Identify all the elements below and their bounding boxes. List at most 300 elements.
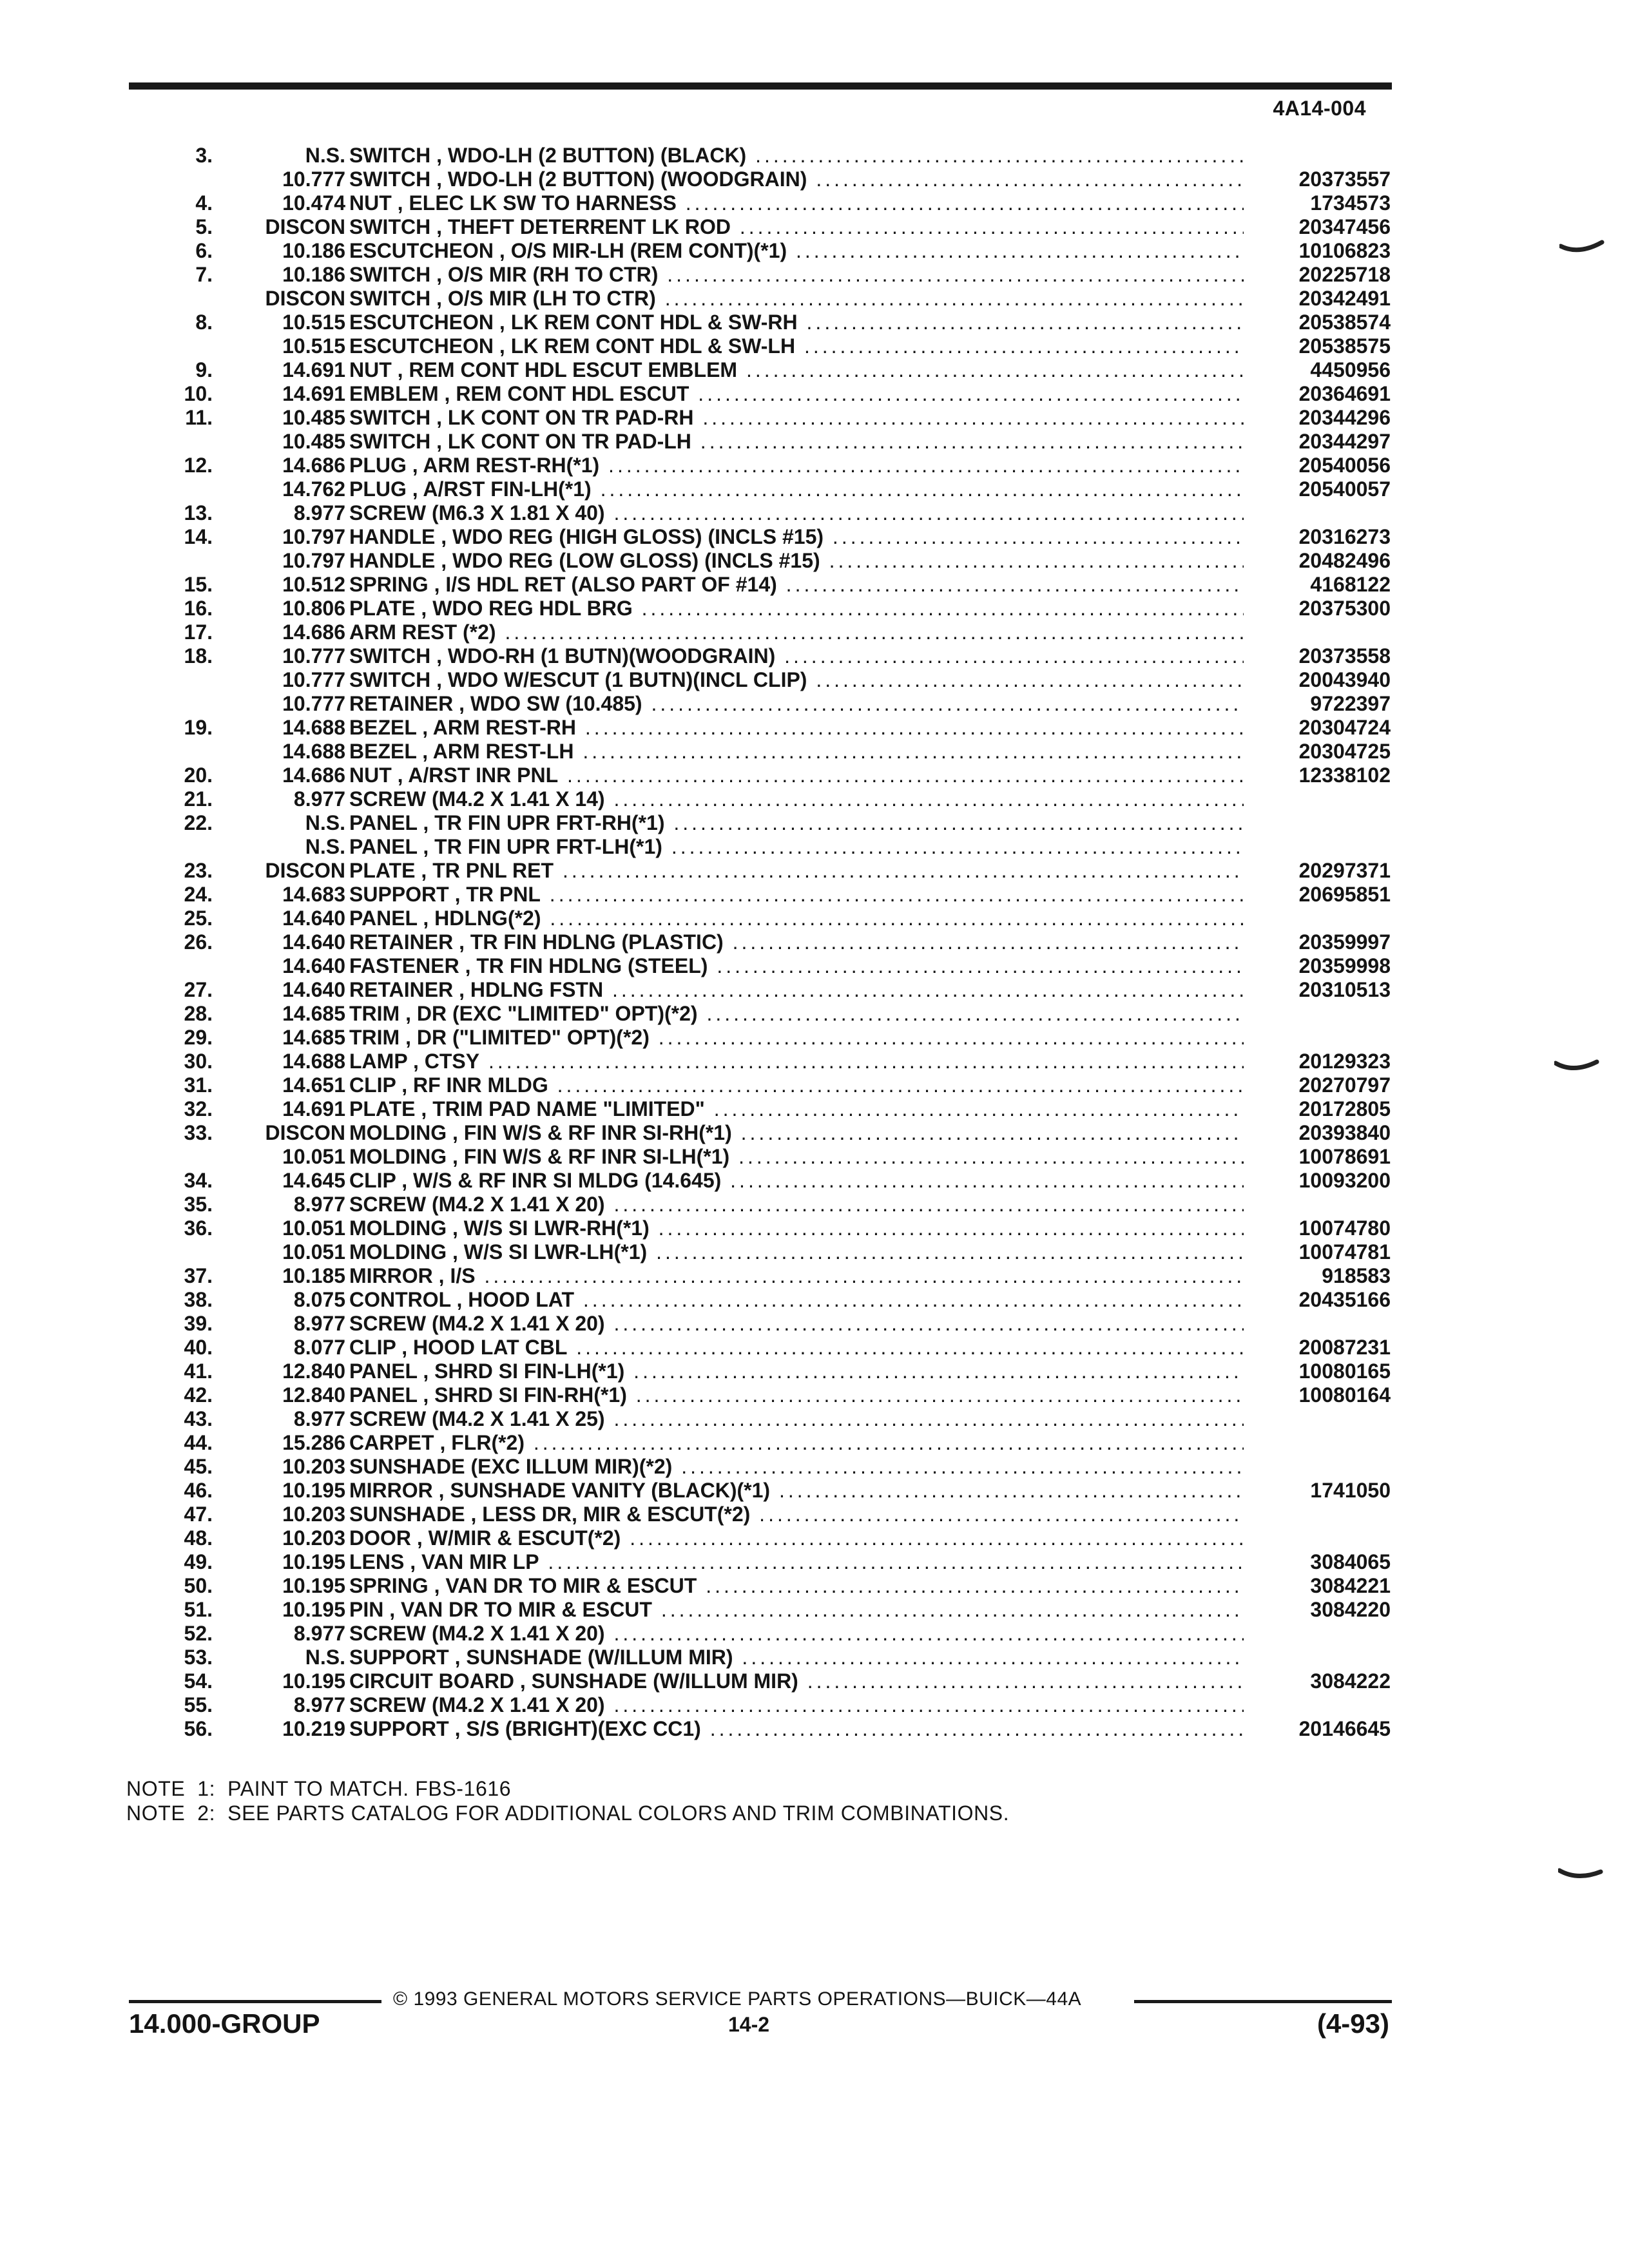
group-number: DISCON [265,859,345,882]
part-number: 20043940 [1298,668,1391,691]
group-number: N.S. [305,144,345,167]
ref-number: 41. [184,1360,213,1383]
ref-number: 50. [184,1574,213,1597]
ref-number: 19. [184,716,213,739]
part-description: BEZEL , ARM REST-LH ..... [349,740,1244,764]
group-number: 10.777 [282,692,345,715]
part-number: 10078691 [1298,1145,1391,1168]
edge-mark-1 [1559,238,1605,258]
group-number: 10.051 [282,1145,345,1168]
part-row [142,1383,1405,1407]
part-number: 3084222 [1310,1669,1391,1693]
part-description: CLIP , RF INR MLDG ..... [349,1073,1244,1097]
part-row [142,191,1405,215]
group-number: 10.051 [282,1216,345,1240]
part-description: SWITCH , O/S MIR (LH TO CTR) ..... [349,287,1244,311]
part-description: LENS , VAN MIR LP ..... [349,1550,1244,1574]
part-description: SWITCH , WDO-LH (2 BUTTON) (WOODGRAIN) ..... [349,168,1244,191]
part-row [142,1312,1405,1336]
group-number: 10.203 [282,1526,345,1550]
group-number: 10.777 [282,644,345,668]
part-description: MIRROR , SUNSHADE VANITY (BLACK)(*1) ..... [349,1479,1244,1503]
ref-number: 21. [184,787,213,811]
part-row [142,382,1405,406]
part-row [142,477,1405,501]
part-description: ESCUTCHEON , LK REM CONT HDL & SW-LH ..... [349,334,1244,358]
part-description: MOLDING , FIN W/S & RF INR SI-RH(*1) ..... [349,1121,1244,1145]
part-description: SCREW (M4.2 X 1.41 X 20) ..... [349,1312,1244,1336]
part-row [142,1264,1405,1288]
part-number: 20373557 [1298,168,1391,191]
part-number: 20538574 [1298,311,1391,334]
group-number: DISCON [265,287,345,310]
ref-number: 9. [195,358,213,381]
part-number: 20344296 [1298,406,1391,429]
part-row [142,1407,1405,1431]
part-row [142,620,1405,644]
part-description: SUPPORT , S/S (BRIGHT)(EXC CC1) ..... [349,1717,1244,1741]
group-number: N.S. [305,1646,345,1669]
part-number: 20482496 [1298,549,1391,572]
footer-group: 14.000-GROUP [129,2008,320,2039]
part-description: SCREW (M4.2 X 1.41 X 20) ..... [349,1622,1244,1646]
group-number: 10.219 [282,1717,345,1740]
part-row [142,287,1405,311]
part-description: ESCUTCHEON , LK REM CONT HDL & SW-RH ..... [349,311,1244,334]
part-row [142,644,1405,668]
part-number: 20344297 [1298,430,1391,453]
edge-mark-3 [1558,1865,1603,1885]
part-description: TRIM , DR ("LIMITED" OPT)(*2) ..... [349,1026,1244,1050]
group-number: 14.645 [282,1169,345,1192]
part-description: CARPET , FLR(*2) ..... [349,1431,1244,1455]
part-row [142,1050,1405,1073]
ref-number: 36. [184,1216,213,1240]
group-number: 10.485 [282,406,345,429]
group-number: DISCON [265,1121,345,1144]
part-number: 20695851 [1298,883,1391,906]
part-description: PIN , VAN DR TO MIR & ESCUT ..... [349,1598,1244,1622]
part-row [142,501,1405,525]
group-number: 8.977 [293,1622,345,1645]
part-number: 20297371 [1298,859,1391,882]
part-number: 10074781 [1298,1240,1391,1264]
ref-number: 16. [184,597,213,620]
part-row [142,1002,1405,1026]
part-description: HANDLE , WDO REG (LOW GLOSS) (INCLS #15) ..... [349,549,1244,573]
ref-number: 39. [184,1312,213,1335]
part-description: SWITCH , WDO-RH (1 BUTN)(WOODGRAIN) ..... [349,644,1244,668]
part-number: 20347456 [1298,215,1391,238]
part-number: 10080165 [1298,1360,1391,1383]
part-description: ESCUTCHEON , O/S MIR-LH (REM CONT)(*1) ..... [349,239,1244,263]
group-number: 8.977 [293,501,345,524]
part-description: EMBLEM , REM CONT HDL ESCUT ..... [349,382,1244,406]
part-description: CLIP , W/S & RF INR SI MLDG (14.645) ..... [349,1169,1244,1193]
part-description: MOLDING , W/S SI LWR-LH(*1) ..... [349,1240,1244,1264]
part-row [142,1073,1405,1097]
part-number: 20359997 [1298,930,1391,954]
top-rule [129,82,1392,90]
part-row [142,1097,1405,1121]
group-number: 10.515 [282,334,345,358]
part-description: PLUG , ARM REST-RH(*1) ..... [349,454,1244,477]
note-line: NOTE 1: PAINT TO MATCH. FBS-1616 [126,1777,512,1800]
part-number: 20129323 [1298,1050,1391,1073]
part-number: 12338102 [1298,764,1391,787]
ref-number: 23. [184,859,213,882]
part-description: HANDLE , WDO REG (HIGH GLOSS) (INCLS #15) ..... [349,525,1244,549]
group-number: 10.195 [282,1574,345,1597]
part-row [142,1193,1405,1216]
part-number: 20225718 [1298,263,1391,286]
part-number: 20540056 [1298,454,1391,477]
group-number: 10.512 [282,573,345,596]
ref-number: 3. [195,144,213,167]
ref-number: 27. [184,978,213,1001]
part-description: MIRROR , I/S ..... [349,1264,1244,1288]
part-description: ARM REST (*2) ..... [349,620,1244,644]
part-number: 20359998 [1298,954,1391,977]
ref-number: 18. [184,644,213,668]
part-row [142,1145,1405,1169]
part-row [142,883,1405,907]
group-number: DISCON [265,215,345,238]
part-number: 10093200 [1298,1169,1391,1192]
part-row [142,168,1405,191]
part-description: SUPPORT , SUNSHADE (W/ILLUM MIR) ..... [349,1646,1244,1669]
part-row [142,1503,1405,1526]
part-row [142,859,1405,883]
note-line: NOTE 2: SEE PARTS CATALOG FOR ADDITIONAL COLORS AND TRIM COMBINATIONS. [126,1802,1010,1825]
part-row [142,1121,1405,1145]
group-number: 10.485 [282,430,345,453]
group-number: 10.186 [282,263,345,286]
ref-number: 10. [184,382,213,405]
part-row [142,1622,1405,1646]
group-number: 14.762 [282,477,345,501]
ref-number: 13. [184,501,213,524]
part-description: SWITCH , LK CONT ON TR PAD-LH ..... [349,430,1244,454]
part-description: LAMP , CTSY ..... [349,1050,1244,1073]
part-row [142,716,1405,740]
part-description: SUPPORT , TR PNL ..... [349,883,1244,907]
part-row [142,334,1405,358]
ref-number: 6. [195,239,213,262]
part-description: SPRING , VAN DR TO MIR & ESCUT ..... [349,1574,1244,1598]
part-description: PANEL , TR FIN UPR FRT-RH(*1) ..... [349,811,1244,835]
part-row [142,1669,1405,1693]
ref-number: 12. [184,454,213,477]
part-number: 20310513 [1298,978,1391,1001]
part-number: 918583 [1322,1264,1391,1287]
part-number: 10074780 [1298,1216,1391,1240]
part-row [142,907,1405,930]
ref-number: 33. [184,1121,213,1144]
group-number: 14.691 [282,358,345,381]
part-row [142,1479,1405,1503]
group-number: 14.691 [282,1097,345,1120]
page-code: 4A14-004 [1273,97,1366,120]
group-number: 12.840 [282,1383,345,1407]
part-description: PLATE , TRIM PAD NAME "LIMITED" ..... [349,1097,1244,1121]
part-description: PANEL , HDLNG(*2) ..... [349,907,1244,930]
parts-list [142,144,1405,1741]
part-description: CONTROL , HOOD LAT ..... [349,1288,1244,1312]
group-number: 10.515 [282,311,345,334]
ref-number: 30. [184,1050,213,1073]
group-number: 10.203 [282,1503,345,1526]
ref-number: 5. [195,215,213,238]
group-number: 14.640 [282,954,345,977]
group-number: 8.977 [293,1193,345,1216]
ref-number: 26. [184,930,213,954]
part-description: SWITCH , WDO-LH (2 BUTTON) (BLACK) ..... [349,144,1244,168]
ref-number: 35. [184,1193,213,1216]
part-row [142,1598,1405,1622]
group-number: 14.686 [282,764,345,787]
part-number: 20146645 [1298,1717,1391,1740]
part-description: SWITCH , O/S MIR (RH TO CTR) ..... [349,263,1244,287]
part-row [142,978,1405,1002]
part-row [142,454,1405,477]
part-row [142,573,1405,597]
part-number: 20393840 [1298,1121,1391,1144]
part-row [142,930,1405,954]
group-number: 14.683 [282,883,345,906]
part-description: BEZEL , ARM REST-RH ..... [349,716,1244,740]
group-number: 8.977 [293,1407,345,1430]
part-row [142,406,1405,430]
ref-number: 40. [184,1336,213,1359]
group-number: 14.688 [282,1050,345,1073]
notes [126,1776,1415,1825]
part-row [142,239,1405,263]
ref-number: 7. [195,263,213,286]
part-row [142,740,1405,764]
ref-number: 32. [184,1097,213,1120]
group-number: 10.777 [282,668,345,691]
part-number: 20375300 [1298,597,1391,620]
part-number: 20364691 [1298,382,1391,405]
ref-number: 47. [184,1503,213,1526]
group-number: 10.797 [282,525,345,548]
footer-rule-left [129,2000,381,2003]
part-number: 20316273 [1298,525,1391,548]
part-row [142,1574,1405,1598]
part-row [142,1026,1405,1050]
part-row [142,263,1405,287]
group-number: 8.977 [293,787,345,811]
group-number: 10.806 [282,597,345,620]
copyright-line: © 1993 GENERAL MOTORS SERVICE PARTS OPERATIONS—BUICK—44A [393,1988,1082,2010]
ref-number: 44. [184,1431,213,1454]
footer-rule-right [1134,2000,1392,2003]
ref-number: 15. [184,573,213,596]
ref-number: 53. [184,1646,213,1669]
part-description: PLATE , TR PNL RET ..... [349,859,1244,883]
ref-number: 38. [184,1288,213,1311]
part-row [142,668,1405,692]
ref-number: 56. [184,1717,213,1740]
ref-number: 11. [185,406,213,429]
part-description: RETAINER , HDLNG FSTN ..... [349,978,1244,1002]
ref-number: 52. [184,1622,213,1645]
ref-number: 20. [184,764,213,787]
ref-number: 54. [184,1669,213,1693]
ref-number: 51. [184,1598,213,1621]
part-row [142,787,1405,811]
part-number: 1741050 [1310,1479,1391,1502]
part-number: 3084065 [1310,1550,1391,1573]
ref-number: 55. [184,1693,213,1716]
part-number: 3084220 [1310,1598,1391,1621]
part-row [142,525,1405,549]
part-description: SWITCH , LK CONT ON TR PAD-RH ..... [349,406,1244,430]
part-description: NUT , ELEC LK SW TO HARNESS ..... [349,191,1244,215]
part-number: 20373558 [1298,644,1391,668]
part-description: RETAINER , TR FIN HDLNG (PLASTIC) ..... [349,930,1244,954]
part-description: PLUG , A/RST FIN-LH(*1) ..... [349,477,1244,501]
part-number: 20435166 [1298,1288,1391,1311]
ref-number: 43. [184,1407,213,1430]
group-number: N.S. [305,811,345,834]
part-description: TRIM , DR (EXC "LIMITED" OPT)(*2) ..... [349,1002,1244,1026]
part-description: SUNSHADE , LESS DR, MIR & ESCUT(*2) ..... [349,1503,1244,1526]
part-description: SUNSHADE (EXC ILLUM MIR)(*2) ..... [349,1455,1244,1479]
part-number: 20087231 [1298,1336,1391,1359]
group-number: 10.186 [282,239,345,262]
group-number: 14.651 [282,1073,345,1097]
group-number: 8.977 [293,1312,345,1335]
part-description: SCREW (M6.3 X 1.81 X 40) ..... [349,501,1244,525]
part-description: CIRCUIT BOARD , SUNSHADE (W/ILLUM MIR) ..... [349,1669,1244,1693]
part-number: 10080164 [1298,1383,1391,1407]
part-number: 20304725 [1298,740,1391,763]
part-description: SCREW (M4.2 X 1.41 X 14) ..... [349,787,1244,811]
group-number: 14.688 [282,740,345,763]
part-row [142,1336,1405,1360]
ref-number: 49. [184,1550,213,1573]
part-row [142,311,1405,334]
group-number: 14.640 [282,930,345,954]
group-number: 10.203 [282,1455,345,1478]
part-row [142,1216,1405,1240]
group-number: 14.640 [282,907,345,930]
group-number: 14.686 [282,454,345,477]
part-description: PLATE , WDO REG HDL BRG ..... [349,597,1244,620]
ref-number: 4. [195,191,213,215]
ref-number: 29. [184,1026,213,1049]
part-description: SCREW (M4.2 X 1.41 X 25) ..... [349,1407,1244,1431]
part-number: 20304724 [1298,716,1391,739]
part-row [142,1169,1405,1193]
part-description: MOLDING , W/S SI LWR-RH(*1) ..... [349,1216,1244,1240]
footer-page-number: 14-2 [728,2013,770,2036]
part-description: SWITCH , WDO W/ESCUT (1 BUTN)(INCL CLIP) ..... [349,668,1244,692]
part-description: SWITCH , THEFT DETERRENT LK ROD ..... [349,215,1244,239]
part-row [142,1717,1405,1741]
part-description: SCREW (M4.2 X 1.41 X 20) ..... [349,1693,1244,1717]
part-row [142,1693,1405,1717]
ref-number: 48. [184,1526,213,1550]
part-description: NUT , A/RST INR PNL ..... [349,764,1244,787]
part-row [142,954,1405,978]
ref-number: 8. [195,311,213,334]
part-row [142,215,1405,239]
part-row [142,1526,1405,1550]
part-number: 20342491 [1298,287,1391,310]
part-number: 4450956 [1310,358,1391,381]
group-number: 10.195 [282,1598,345,1621]
part-description: FASTENER , TR FIN HDLNG (STEEL) ..... [349,954,1244,978]
part-row [142,764,1405,787]
ref-number: 37. [184,1264,213,1287]
group-number: N.S. [305,835,345,858]
group-number: 10.797 [282,549,345,572]
part-row [142,1455,1405,1479]
part-row [142,1360,1405,1383]
part-description: MOLDING , FIN W/S & RF INR SI-LH(*1) ..... [349,1145,1244,1169]
group-number: 8.077 [293,1336,345,1359]
part-row [142,1550,1405,1574]
group-number: 8.075 [293,1288,345,1311]
part-row [142,430,1405,454]
ref-number: 31. [184,1073,213,1097]
part-description: PANEL , SHRD SI FIN-RH(*1) ..... [349,1383,1244,1407]
group-number: 14.686 [282,620,345,644]
ref-number: 46. [184,1479,213,1502]
part-row [142,1646,1405,1669]
part-description: NUT , REM CONT HDL ESCUT EMBLEM ..... [349,358,1244,382]
part-number: 20172805 [1298,1097,1391,1120]
part-number: 20538575 [1298,334,1391,358]
part-row [142,1288,1405,1312]
part-description: SPRING , I/S HDL RET (ALSO PART OF #14) ..... [349,573,1244,597]
ref-number: 17. [184,620,213,644]
part-row [142,1431,1405,1455]
group-number: 8.977 [293,1693,345,1716]
part-row [142,1240,1405,1264]
part-number: 20540057 [1298,477,1391,501]
part-description: SCREW (M4.2 X 1.41 X 20) ..... [349,1193,1244,1216]
group-number: 14.685 [282,1026,345,1049]
part-number: 20270797 [1298,1073,1391,1097]
ref-number: 45. [184,1455,213,1478]
group-number: 10.195 [282,1669,345,1693]
ref-number: 24. [184,883,213,906]
group-number: 10.195 [282,1550,345,1573]
part-description: PANEL , SHRD SI FIN-LH(*1) ..... [349,1360,1244,1383]
part-row [142,597,1405,620]
ref-number: 22. [184,811,213,834]
part-row [142,835,1405,859]
group-number: 14.685 [282,1002,345,1025]
part-description: DOOR , W/MIR & ESCUT(*2) ..... [349,1526,1244,1550]
group-number: 14.640 [282,978,345,1001]
group-number: 10.195 [282,1479,345,1502]
group-number: 10.474 [282,191,345,215]
part-number: 1734573 [1310,191,1391,215]
part-number: 10106823 [1298,239,1391,262]
group-number: 12.840 [282,1360,345,1383]
part-row [142,811,1405,835]
part-number: 3084221 [1310,1574,1391,1597]
edge-mark-2 [1554,1057,1599,1076]
part-description: RETAINER , WDO SW (10.485) ..... [349,692,1244,716]
group-number: 14.691 [282,382,345,405]
part-row [142,144,1405,168]
